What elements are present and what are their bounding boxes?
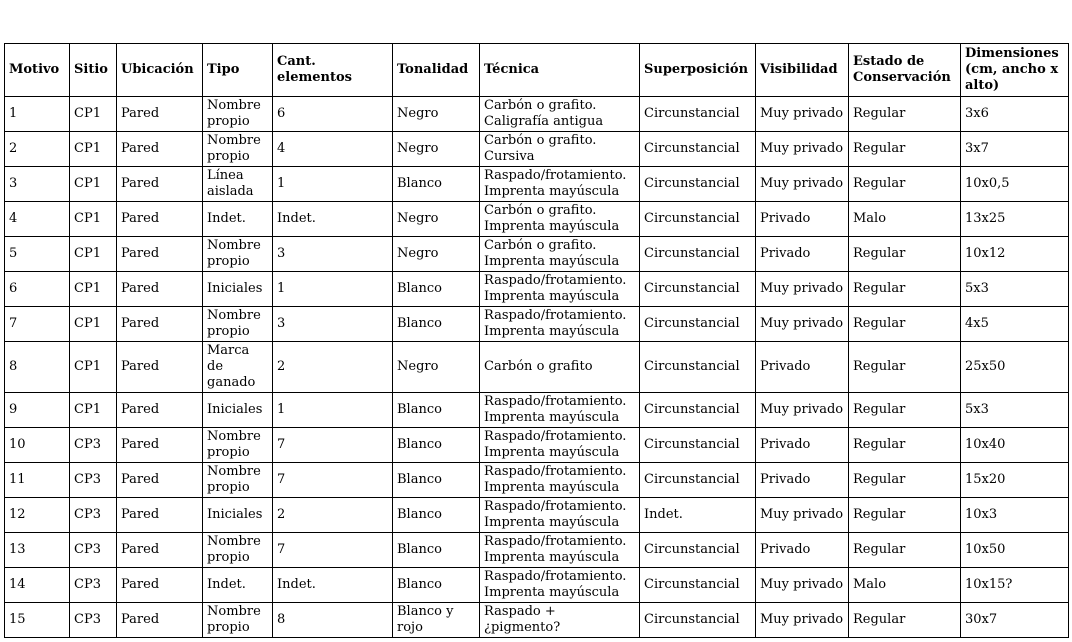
cell-tipo: Indet. xyxy=(203,568,273,603)
cell-tipo: Nombre propio xyxy=(203,428,273,463)
cell-sitio: CP3 xyxy=(70,498,117,533)
cell-ubicacion: Pared xyxy=(117,533,203,568)
cell-sitio: CP3 xyxy=(70,533,117,568)
table-row xyxy=(5,393,1069,428)
cell-tonalidad: Blanco y rojo xyxy=(393,603,480,638)
cell-cant-elementos: 1 xyxy=(273,167,393,202)
cell-tecnica: Raspado + ¿pigmento? xyxy=(480,603,640,638)
cell-estado-conservacion: Malo xyxy=(849,202,961,237)
cell-tecnica: Raspado/frotamiento. Imprenta mayúscula xyxy=(480,498,640,533)
cell-motivo: 7 xyxy=(5,307,70,342)
cell-tonalidad: Negro xyxy=(393,202,480,237)
cell-sitio: CP1 xyxy=(70,342,117,393)
cell-dimensiones: 3x6 xyxy=(961,97,1069,132)
header-estado-conservacion: Estado de Conservación xyxy=(849,44,961,97)
cell-ubicacion: Pared xyxy=(117,202,203,237)
cell-tecnica: Raspado/frotamiento. Imprenta mayúscula xyxy=(480,568,640,603)
cell-dimensiones: 15x20 xyxy=(961,463,1069,498)
table-row xyxy=(5,237,1069,272)
cell-tonalidad: Blanco xyxy=(393,533,480,568)
cell-tipo: Indet. xyxy=(203,202,273,237)
cell-superposicion: Circunstancial xyxy=(640,568,756,603)
cell-dimensiones: 10x3 xyxy=(961,498,1069,533)
cell-motivo: 4 xyxy=(5,202,70,237)
table-row xyxy=(5,132,1069,167)
cell-tecnica: Raspado/frotamiento. Imprenta mayúscula xyxy=(480,463,640,498)
cell-tonalidad: Negro xyxy=(393,237,480,272)
header-visibilidad: Visibilidad xyxy=(756,44,849,97)
cell-dimensiones: 10x40 xyxy=(961,428,1069,463)
table-row xyxy=(5,307,1069,342)
cell-motivo: 12 xyxy=(5,498,70,533)
cell-cant-elementos: 3 xyxy=(273,237,393,272)
table-row xyxy=(5,202,1069,237)
cell-superposicion: Circunstancial xyxy=(640,132,756,167)
cell-estado-conservacion: Regular xyxy=(849,603,961,638)
cell-visibilidad: Muy privado xyxy=(756,307,849,342)
table-row xyxy=(5,342,1069,393)
cell-tonalidad: Negro xyxy=(393,342,480,393)
cell-estado-conservacion: Regular xyxy=(849,533,961,568)
header-superposicion: Superposición xyxy=(640,44,756,97)
table-row xyxy=(5,97,1069,132)
cell-sitio: CP1 xyxy=(70,272,117,307)
cell-tonalidad: Blanco xyxy=(393,498,480,533)
cell-tonalidad: Negro xyxy=(393,97,480,132)
cell-estado-conservacion: Malo xyxy=(849,568,961,603)
cell-cant-elementos: 7 xyxy=(273,533,393,568)
cell-motivo: 13 xyxy=(5,533,70,568)
cell-sitio: CP1 xyxy=(70,202,117,237)
table-row xyxy=(5,533,1069,568)
cell-ubicacion: Pared xyxy=(117,167,203,202)
cell-tonalidad: Blanco xyxy=(393,463,480,498)
table-row xyxy=(5,498,1069,533)
cell-visibilidad: Muy privado xyxy=(756,272,849,307)
cell-motivo: 9 xyxy=(5,393,70,428)
cell-superposicion: Circunstancial xyxy=(640,463,756,498)
cell-dimensiones: 10x12 xyxy=(961,237,1069,272)
header-tecnica: Técnica xyxy=(480,44,640,97)
cell-dimensiones: 4x5 xyxy=(961,307,1069,342)
cell-cant-elementos: Indet. xyxy=(273,202,393,237)
header-tonalidad: Tonalidad xyxy=(393,44,480,97)
cell-estado-conservacion: Regular xyxy=(849,272,961,307)
header-ubicacion: Ubicación xyxy=(117,44,203,97)
cell-motivo: 10 xyxy=(5,428,70,463)
header-motivo: Motivo xyxy=(5,44,70,97)
cell-tipo: Iniciales xyxy=(203,498,273,533)
cell-visibilidad: Muy privado xyxy=(756,603,849,638)
cell-visibilidad: Privado xyxy=(756,533,849,568)
cell-estado-conservacion: Regular xyxy=(849,463,961,498)
cell-sitio: CP1 xyxy=(70,167,117,202)
cell-tecnica: Carbón o grafito xyxy=(480,342,640,393)
cell-cant-elementos: 1 xyxy=(273,272,393,307)
cell-tipo: Marca de ganado xyxy=(203,342,273,393)
cell-dimensiones: 13x25 xyxy=(961,202,1069,237)
table-body xyxy=(5,97,1069,638)
header-dimensiones: Dimensiones (cm, ancho x alto) xyxy=(961,44,1069,97)
cell-cant-elementos: 7 xyxy=(273,428,393,463)
cell-visibilidad: Privado xyxy=(756,237,849,272)
cell-ubicacion: Pared xyxy=(117,603,203,638)
cell-ubicacion: Pared xyxy=(117,463,203,498)
cell-dimensiones: 30x7 xyxy=(961,603,1069,638)
cell-tonalidad: Blanco xyxy=(393,428,480,463)
table-row xyxy=(5,272,1069,307)
cell-ubicacion: Pared xyxy=(117,237,203,272)
table-row xyxy=(5,167,1069,202)
cell-tipo: Nombre propio xyxy=(203,463,273,498)
cell-visibilidad: Muy privado xyxy=(756,132,849,167)
header-cant-elementos: Cant. elementos xyxy=(273,44,393,97)
cell-superposicion: Circunstancial xyxy=(640,237,756,272)
header-tipo: Tipo xyxy=(203,44,273,97)
cell-superposicion: Circunstancial xyxy=(640,307,756,342)
cell-sitio: CP1 xyxy=(70,237,117,272)
cell-tecnica: Raspado/frotamiento. Imprenta mayúscula xyxy=(480,167,640,202)
cell-visibilidad: Privado xyxy=(756,342,849,393)
cell-tipo: Nombre propio xyxy=(203,237,273,272)
cell-estado-conservacion: Regular xyxy=(849,428,961,463)
cell-tecnica: Raspado/frotamiento. Imprenta mayúscula xyxy=(480,393,640,428)
cell-motivo: 2 xyxy=(5,132,70,167)
cell-motivo: 11 xyxy=(5,463,70,498)
cell-tecnica: Raspado/frotamiento. Imprenta mayúscula xyxy=(480,307,640,342)
cell-dimensiones: 10x50 xyxy=(961,533,1069,568)
cell-sitio: CP3 xyxy=(70,568,117,603)
cell-cant-elementos: 7 xyxy=(273,463,393,498)
table-row xyxy=(5,568,1069,603)
cell-ubicacion: Pared xyxy=(117,393,203,428)
cell-cant-elementos: 3 xyxy=(273,307,393,342)
header-sitio: Sitio xyxy=(70,44,117,97)
cell-cant-elementos: 4 xyxy=(273,132,393,167)
cell-ubicacion: Pared xyxy=(117,568,203,603)
table-row xyxy=(5,463,1069,498)
cell-estado-conservacion: Regular xyxy=(849,393,961,428)
cell-superposicion: Circunstancial xyxy=(640,342,756,393)
cell-sitio: CP1 xyxy=(70,307,117,342)
cell-visibilidad: Privado xyxy=(756,428,849,463)
cell-estado-conservacion: Regular xyxy=(849,342,961,393)
cell-cant-elementos: 1 xyxy=(273,393,393,428)
cell-ubicacion: Pared xyxy=(117,498,203,533)
cell-estado-conservacion: Regular xyxy=(849,237,961,272)
cell-estado-conservacion: Regular xyxy=(849,498,961,533)
cell-visibilidad: Privado xyxy=(756,202,849,237)
cell-estado-conservacion: Regular xyxy=(849,167,961,202)
cell-ubicacion: Pared xyxy=(117,132,203,167)
cell-tecnica: Raspado/frotamiento. Imprenta mayúscula xyxy=(480,428,640,463)
cell-ubicacion: Pared xyxy=(117,428,203,463)
cell-estado-conservacion: Regular xyxy=(849,132,961,167)
cell-sitio: CP1 xyxy=(70,393,117,428)
cell-tipo: Nombre propio xyxy=(203,533,273,568)
cell-cant-elementos: 2 xyxy=(273,342,393,393)
cell-cant-elementos: Indet. xyxy=(273,568,393,603)
cell-dimensiones: 5x3 xyxy=(961,393,1069,428)
cell-superposicion: Circunstancial xyxy=(640,202,756,237)
cell-superposicion: Circunstancial xyxy=(640,167,756,202)
cell-estado-conservacion: Regular xyxy=(849,97,961,132)
cell-cant-elementos: 8 xyxy=(273,603,393,638)
cell-visibilidad: Muy privado xyxy=(756,498,849,533)
cell-tonalidad: Blanco xyxy=(393,307,480,342)
cell-motivo: 8 xyxy=(5,342,70,393)
cell-visibilidad: Muy privado xyxy=(756,167,849,202)
cell-superposicion: Circunstancial xyxy=(640,272,756,307)
cell-dimensiones: 10x0,5 xyxy=(961,167,1069,202)
motifs-table xyxy=(4,43,1069,638)
cell-visibilidad: Privado xyxy=(756,463,849,498)
cell-cant-elementos: 2 xyxy=(273,498,393,533)
cell-tecnica: Carbón o grafito. Caligrafía antigua xyxy=(480,97,640,132)
cell-cant-elementos: 6 xyxy=(273,97,393,132)
cell-dimensiones: 10x15? xyxy=(961,568,1069,603)
cell-tonalidad: Blanco xyxy=(393,568,480,603)
cell-tonalidad: Blanco xyxy=(393,167,480,202)
cell-ubicacion: Pared xyxy=(117,342,203,393)
cell-tonalidad: Blanco xyxy=(393,393,480,428)
cell-superposicion: Circunstancial xyxy=(640,97,756,132)
table-header-row xyxy=(5,44,1069,97)
cell-sitio: CP3 xyxy=(70,603,117,638)
cell-superposicion: Indet. xyxy=(640,498,756,533)
cell-tecnica: Raspado/frotamiento. Imprenta mayúscula xyxy=(480,272,640,307)
cell-tecnica: Carbón o grafito. Imprenta mayúscula xyxy=(480,202,640,237)
cell-dimensiones: 5x3 xyxy=(961,272,1069,307)
cell-estado-conservacion: Regular xyxy=(849,307,961,342)
cell-tipo: Iniciales xyxy=(203,393,273,428)
cell-tipo: Nombre propio xyxy=(203,603,273,638)
cell-visibilidad: Muy privado xyxy=(756,97,849,132)
cell-dimensiones: 25x50 xyxy=(961,342,1069,393)
cell-motivo: 1 xyxy=(5,97,70,132)
cell-visibilidad: Muy privado xyxy=(756,568,849,603)
cell-motivo: 15 xyxy=(5,603,70,638)
cell-tecnica: Raspado/frotamiento. Imprenta mayúscula xyxy=(480,533,640,568)
cell-motivo: 6 xyxy=(5,272,70,307)
cell-tipo: Nombre propio xyxy=(203,97,273,132)
cell-superposicion: Circunstancial xyxy=(640,393,756,428)
cell-tipo: Nombre propio xyxy=(203,132,273,167)
cell-tecnica: Carbón o grafito. Imprenta mayúscula xyxy=(480,237,640,272)
cell-superposicion: Circunstancial xyxy=(640,533,756,568)
cell-sitio: CP3 xyxy=(70,463,117,498)
cell-tonalidad: Negro xyxy=(393,132,480,167)
cell-motivo: 5 xyxy=(5,237,70,272)
cell-sitio: CP1 xyxy=(70,132,117,167)
table-row xyxy=(5,603,1069,638)
cell-ubicacion: Pared xyxy=(117,272,203,307)
cell-ubicacion: Pared xyxy=(117,97,203,132)
cell-superposicion: Circunstancial xyxy=(640,603,756,638)
cell-dimensiones: 3x7 xyxy=(961,132,1069,167)
cell-sitio: CP1 xyxy=(70,97,117,132)
cell-tipo: Línea aislada xyxy=(203,167,273,202)
cell-tonalidad: Blanco xyxy=(393,272,480,307)
cell-tecnica: Carbón o grafito. Cursiva xyxy=(480,132,640,167)
cell-motivo: 3 xyxy=(5,167,70,202)
cell-motivo: 14 xyxy=(5,568,70,603)
cell-tipo: Iniciales xyxy=(203,272,273,307)
cell-sitio: CP3 xyxy=(70,428,117,463)
table-row xyxy=(5,428,1069,463)
cell-visibilidad: Muy privado xyxy=(756,393,849,428)
cell-superposicion: Circunstancial xyxy=(640,428,756,463)
cell-tipo: Nombre propio xyxy=(203,307,273,342)
cell-ubicacion: Pared xyxy=(117,307,203,342)
